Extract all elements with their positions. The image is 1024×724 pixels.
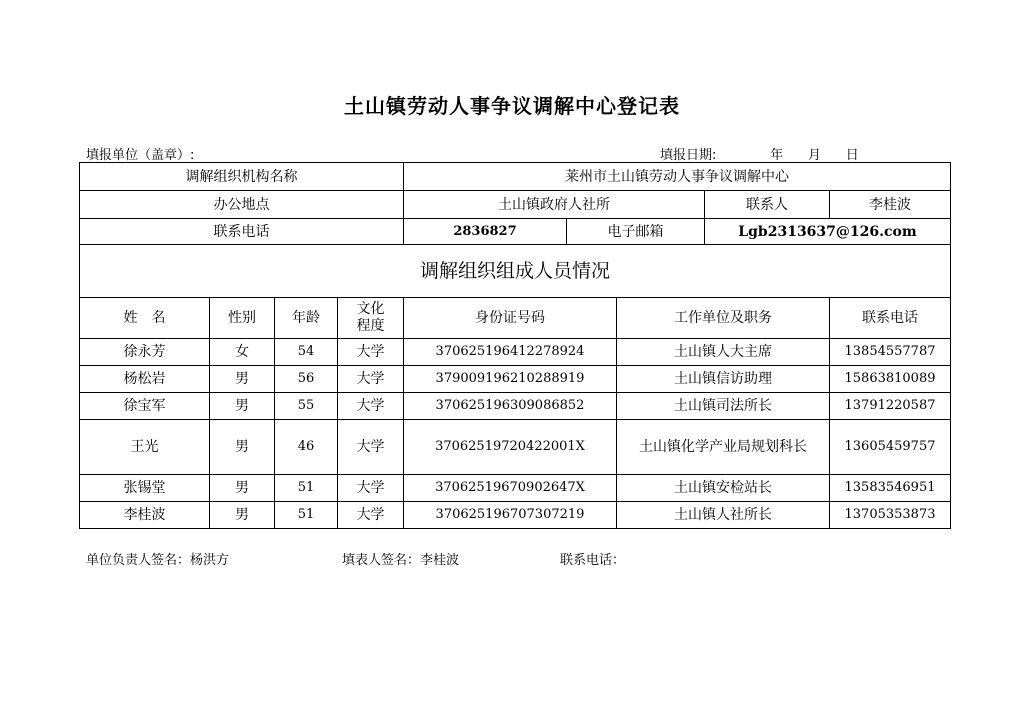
member-phone: 13791220587 bbox=[830, 393, 951, 420]
registration-table bbox=[79, 162, 951, 529]
member-name: 徐永芳 bbox=[80, 339, 210, 366]
member-work: 土山镇信访助理 bbox=[617, 366, 830, 393]
contact-label: 联系人 bbox=[705, 191, 830, 219]
address-value: 土山镇政府人社所 bbox=[404, 191, 705, 219]
header-gender: 性别 bbox=[210, 298, 275, 339]
member-gender: 女 bbox=[210, 339, 275, 366]
member-work: 土山镇安检站长 bbox=[617, 475, 830, 502]
header-education-line1: 文化 bbox=[356, 301, 385, 317]
member-education: 大学 bbox=[338, 502, 404, 529]
member-age: 51 bbox=[275, 475, 338, 502]
header-name: 姓 名 bbox=[80, 298, 210, 339]
member-row bbox=[80, 420, 951, 475]
filing-date-day: 日 bbox=[845, 148, 859, 163]
header-id-number: 身份证号码 bbox=[404, 298, 617, 339]
members-header-row bbox=[80, 298, 951, 339]
address-label: 办公地点 bbox=[80, 191, 404, 219]
org-name-label: 调解组织机构名称 bbox=[80, 163, 404, 191]
filing-date-month: 月 bbox=[807, 148, 821, 163]
member-row bbox=[80, 475, 951, 502]
member-name: 杨松岩 bbox=[80, 366, 210, 393]
member-gender: 男 bbox=[210, 475, 275, 502]
member-phone: 13854557787 bbox=[830, 339, 951, 366]
filing-date-year: 年 bbox=[770, 148, 784, 163]
member-education: 大学 bbox=[338, 393, 404, 420]
member-gender: 男 bbox=[210, 366, 275, 393]
member-phone: 13605459757 bbox=[830, 420, 951, 475]
member-name: 张锡堂 bbox=[80, 475, 210, 502]
member-phone: 13705353873 bbox=[830, 502, 951, 529]
member-age: 56 bbox=[275, 366, 338, 393]
form-title: 土山镇劳动人事争议调解中心登记表 bbox=[344, 94, 680, 118]
member-education: 大学 bbox=[338, 366, 404, 393]
member-id-number: 379009196210288919 bbox=[404, 366, 617, 393]
header-work: 工作单位及职务 bbox=[617, 298, 830, 339]
member-age: 54 bbox=[275, 339, 338, 366]
member-work: 土山镇化学产业局规划科长 bbox=[617, 420, 830, 475]
member-id-number: 370625196412278924 bbox=[404, 339, 617, 366]
member-row bbox=[80, 366, 951, 393]
member-name: 徐宝军 bbox=[80, 393, 210, 420]
filing-date bbox=[660, 144, 859, 163]
member-id-number: 37062519670902647X bbox=[404, 475, 617, 502]
leader-signature: 单位负责人签名：杨洪方 bbox=[86, 553, 230, 568]
contact-value: 李桂波 bbox=[830, 191, 951, 219]
header-education bbox=[338, 298, 404, 339]
member-gender: 男 bbox=[210, 420, 275, 475]
address-row bbox=[80, 191, 951, 219]
member-education: 大学 bbox=[338, 339, 404, 366]
org-name-row bbox=[80, 163, 951, 191]
member-gender: 男 bbox=[210, 393, 275, 420]
header-age: 年龄 bbox=[275, 298, 338, 339]
member-name: 李桂波 bbox=[80, 502, 210, 529]
member-education: 大学 bbox=[338, 420, 404, 475]
email-label: 电子邮箱 bbox=[567, 219, 705, 245]
filing-date-label: 填报日期: bbox=[660, 148, 717, 163]
filing-unit-label: 填报单位（盖章）: bbox=[86, 148, 195, 163]
phone-label: 联系电话 bbox=[80, 219, 404, 245]
member-gender: 男 bbox=[210, 502, 275, 529]
section-row bbox=[80, 245, 951, 298]
filler-signature: 填表人签名：李桂波 bbox=[342, 553, 460, 568]
member-name: 王光 bbox=[80, 420, 210, 475]
member-work: 土山镇人大主席 bbox=[617, 339, 830, 366]
member-id-number: 370625196309086852 bbox=[404, 393, 617, 420]
member-age: 55 bbox=[275, 393, 338, 420]
footer-phone-label: 联系电话： bbox=[560, 553, 626, 568]
header-phone: 联系电话 bbox=[830, 298, 951, 339]
member-id-number: 37062519720422001X bbox=[404, 420, 617, 475]
member-row bbox=[80, 339, 951, 366]
member-work: 土山镇人社所长 bbox=[617, 502, 830, 529]
phone-value: 2836827 bbox=[404, 219, 567, 245]
member-phone: 13583546951 bbox=[830, 475, 951, 502]
member-phone: 15863810089 bbox=[830, 366, 951, 393]
org-name-value: 莱州市土山镇劳动人事争议调解中心 bbox=[404, 163, 951, 191]
member-age: 46 bbox=[275, 420, 338, 475]
email-value: Lgb2313637@126.com bbox=[705, 219, 951, 245]
member-education: 大学 bbox=[338, 475, 404, 502]
header-education-line2: 程度 bbox=[356, 318, 385, 334]
section-title: 调解组织组成人员情况 bbox=[80, 245, 951, 298]
member-row bbox=[80, 502, 951, 529]
phone-email-row bbox=[80, 219, 951, 245]
member-work: 土山镇司法所长 bbox=[617, 393, 830, 420]
member-age: 51 bbox=[275, 502, 338, 529]
member-id-number: 370625196707307219 bbox=[404, 502, 617, 529]
member-row bbox=[80, 393, 951, 420]
